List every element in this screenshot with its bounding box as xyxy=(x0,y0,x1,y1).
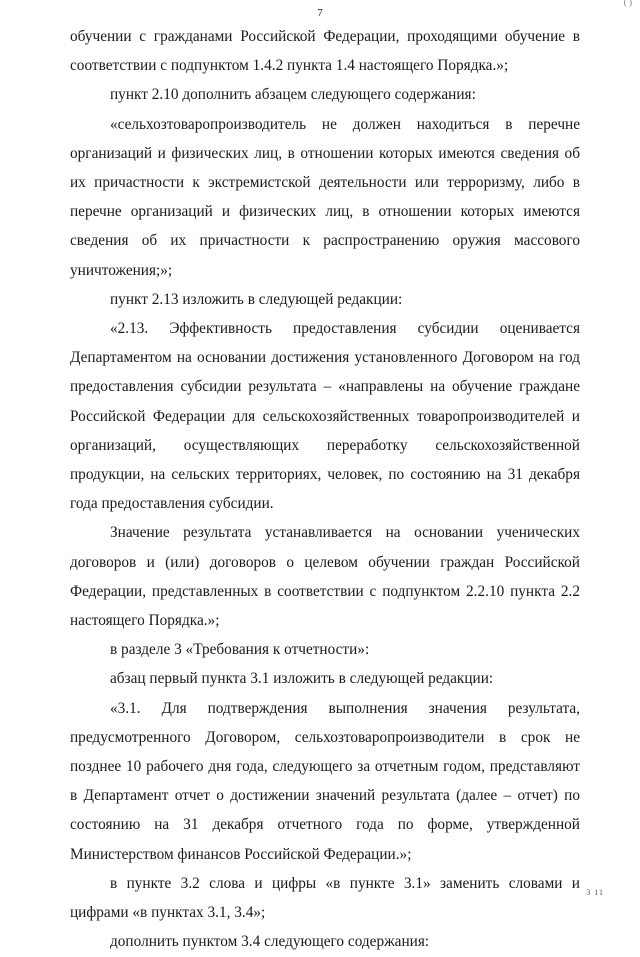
scan-corner-mark: ( ) xyxy=(623,0,632,7)
paragraph-instruction-3-4: дополнить пунктом 3.4 следующего содержания: xyxy=(110,933,430,951)
paragraph-result-value: Значение результата устанавливается на основании ученических договоров и (или) договоров о целевом обучении граждан Российской Федерации, представленных в соответствии с подпунктом 2.2.10 пункта 2.2 настоящего Порядка.»; xyxy=(70,524,580,630)
paragraph-quote-2-13: «2.13. Эффективность предоставления субсидии оценивается Департаментом на основании достижения установленного Договором на год предоставления субсидии результата – «направлены на обучение граждане Российской Федерации для сельскохозяйственных товаропроизводителей и организаций, осуществляющих переработку сельскохозяйственной продукции, на сельских территориях, человек, по состоянию на 31 декабря года предоставления субсидии. xyxy=(70,320,580,513)
document-body xyxy=(70,22,580,957)
paragraph-instruction-2-10: пункт 2.10 дополнить абзацем следующего содержания: xyxy=(110,86,476,104)
paragraph-continuation: обучении с гражданами Российской Федерации, проходящими обучение в соответствии с подпунктом 1.4.2 пункта 1.4 настоящего Порядка.»; xyxy=(70,28,580,75)
paragraph-instruction-3-2: в пункте 3.2 слова и цифры «в пункте 3.1» заменить словами и цифрами «в пунктах 3.1, 3.4»; xyxy=(70,874,580,922)
page-number: 7 xyxy=(317,7,323,19)
paragraph-quote-3-1: «3.1. Для подтверждения выполнения значения результата, предусмотренного Договором, сельхозтоваропроизводители в срок не позднее 10 рабочего дня года, следующего за отчетным годом, представляют в Департамент отчет о достижении значений результата (далее – отчет) по состоянию на 31 декабря отчетного года по форме, утвержденной Министерством финансов Российской Федерации.»; xyxy=(70,699,580,863)
paragraph-instruction-3-1: абзац первый пункта 3.1 изложить в следующей редакции: xyxy=(110,670,494,688)
paragraph-instruction-2-13: пункт 2.13 изложить в следующей редакции: xyxy=(110,290,403,308)
paragraph-section-3: в разделе 3 «Требования к отчетности»: xyxy=(110,641,370,659)
paragraph-quote-2-10: «сельхозтоваропроизводитель не должен находиться в перечне организаций и физических лиц, в отношении которых имеются сведения об их причастности к экстремистской деятельности или терроризму, либо в перечне организаций и физических лиц, в отношении которых имеются сведения об их причастности к распространению оружия массового уничтожения;»; xyxy=(70,115,580,279)
scan-footer-mark: 3 11 xyxy=(586,888,604,897)
